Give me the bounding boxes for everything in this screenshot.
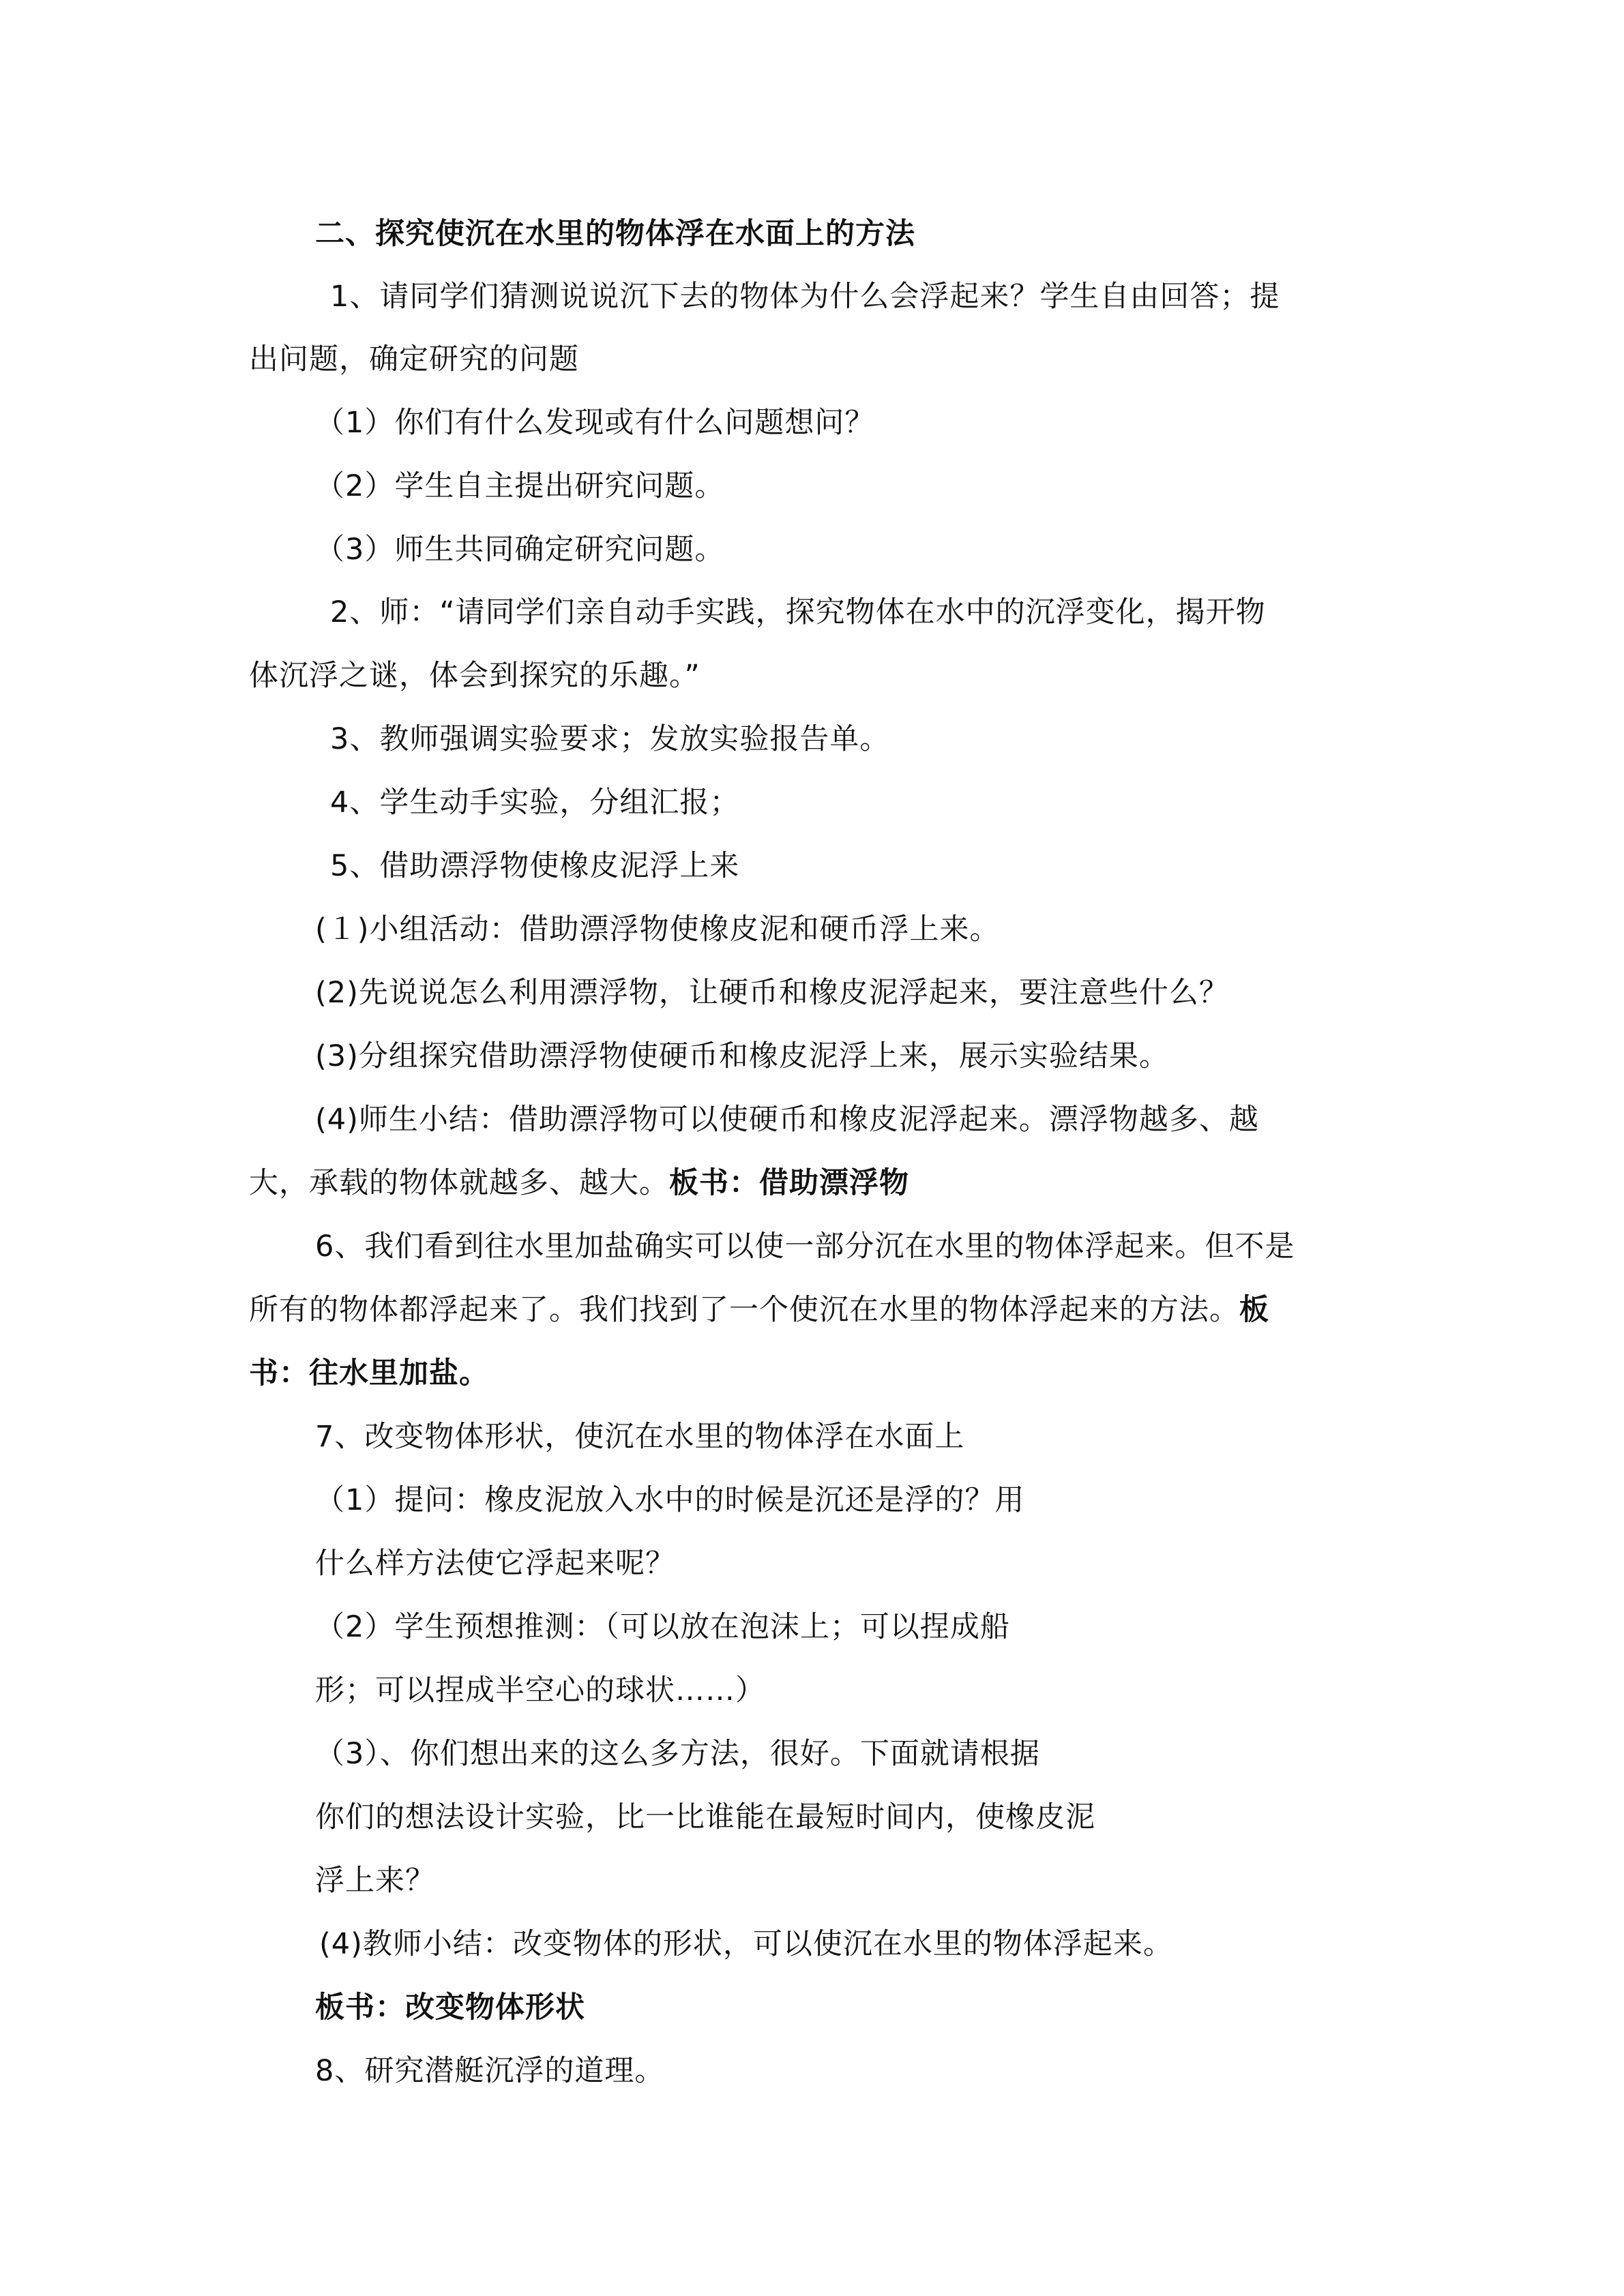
paragraph-line: (2)先说说怎么利用漂浮物，让硬币和橡皮泥浮起来，要注意些什么？ (315, 976, 1229, 1010)
paragraph-line: (１)小组活动：借助漂浮物使橡皮泥和硬币浮上来。 (315, 912, 1000, 946)
paragraph-line: 大，承载的物体就越多、越大。板书：借助漂浮物 (249, 1166, 909, 1200)
blackboard-note: 板书：改变物体形状 (315, 1991, 585, 2025)
paragraph-line: 你们的想法设计实验，比一比谁能在最短时间内，使橡皮泥 (315, 1800, 1095, 1834)
section-heading: 二、探究使沉在水里的物体浮在水面上的方法 (315, 217, 915, 251)
paragraph-line: 什么样方法使它浮起来呢？ (315, 1547, 675, 1581)
paragraph-line: （3）师生共同确定研究问题。 (315, 533, 725, 567)
blackboard-note: 板 (1239, 1293, 1269, 1327)
paragraph-line (315, 1987, 585, 2028)
paragraph-line: 6、我们看到往水里加盐确实可以使一部分沉在水里的物体浮起来。但不是 (315, 1229, 1295, 1264)
paragraph-line: 4、学生动手实验，分组汇报； (330, 786, 740, 820)
paragraph-line: （1）提问：橡皮泥放入水中的时候是沉还是浮的？用 (315, 1483, 1025, 1517)
paragraph-line: 体沉浮之谜，体会到探究的乐趣。” (249, 659, 700, 693)
blackboard-note: 板书：借助漂浮物 (669, 1166, 909, 1200)
paragraph-line (249, 1353, 489, 1394)
paragraph-line: 3、教师强调实验要求；发放实验报告单。 (330, 722, 890, 756)
paragraph-line: 出问题，确定研究的问题 (249, 342, 579, 376)
paragraph-line: （3）、你们想出来的这么多方法，很好。下面就请根据 (315, 1737, 1040, 1771)
paragraph-line: 1、请同学们猜测说说沉下去的物体为什么会浮起来？学生自由回答；提 (330, 280, 1280, 314)
paragraph-line: （1）你们有什么发现或有什么问题想问？ (315, 406, 875, 440)
paragraph-line: 8、研究潜艇沉浮的道理。 (315, 2054, 665, 2088)
paragraph-line: 7、改变物体形状，使沉在水里的物体浮在水面上 (315, 1420, 965, 1454)
paragraph-line: (4)师生小结：借助漂浮物可以使硬币和橡皮泥浮起来。漂浮物越多、越 (315, 1103, 1259, 1137)
paragraph-line: 2、师：“请同学们亲自动手实践，探究物体在水中的沉浮变化，揭开物 (330, 595, 1266, 629)
paragraph-line: 所有的物体都浮起来了。我们找到了一个使沉在水里的物体浮起来的方法。板 (249, 1293, 1269, 1327)
paragraph-line: （2）学生自主提出研究问题。 (315, 469, 725, 503)
paragraph-line: 浮上来？ (315, 1864, 435, 1898)
blackboard-note: 书：往水里加盐。 (249, 1356, 489, 1390)
paragraph-line: 5、借助漂浮物使橡皮泥浮上来 (330, 849, 740, 883)
paragraph-line: (3)分组探究借助漂浮物使硬币和橡皮泥浮上来，展示实验结果。 (315, 1039, 1169, 1073)
paragraph-line: (4)教师小结：改变物体的形状，可以使沉在水里的物体浮起来。 (319, 1927, 1173, 1961)
paragraph-line: （2）学生预想推测：（可以放在泡沫上；可以捏成船 (315, 1610, 1010, 1644)
paragraph-line: 形；可以捏成半空心的球状……） (315, 1673, 765, 1708)
